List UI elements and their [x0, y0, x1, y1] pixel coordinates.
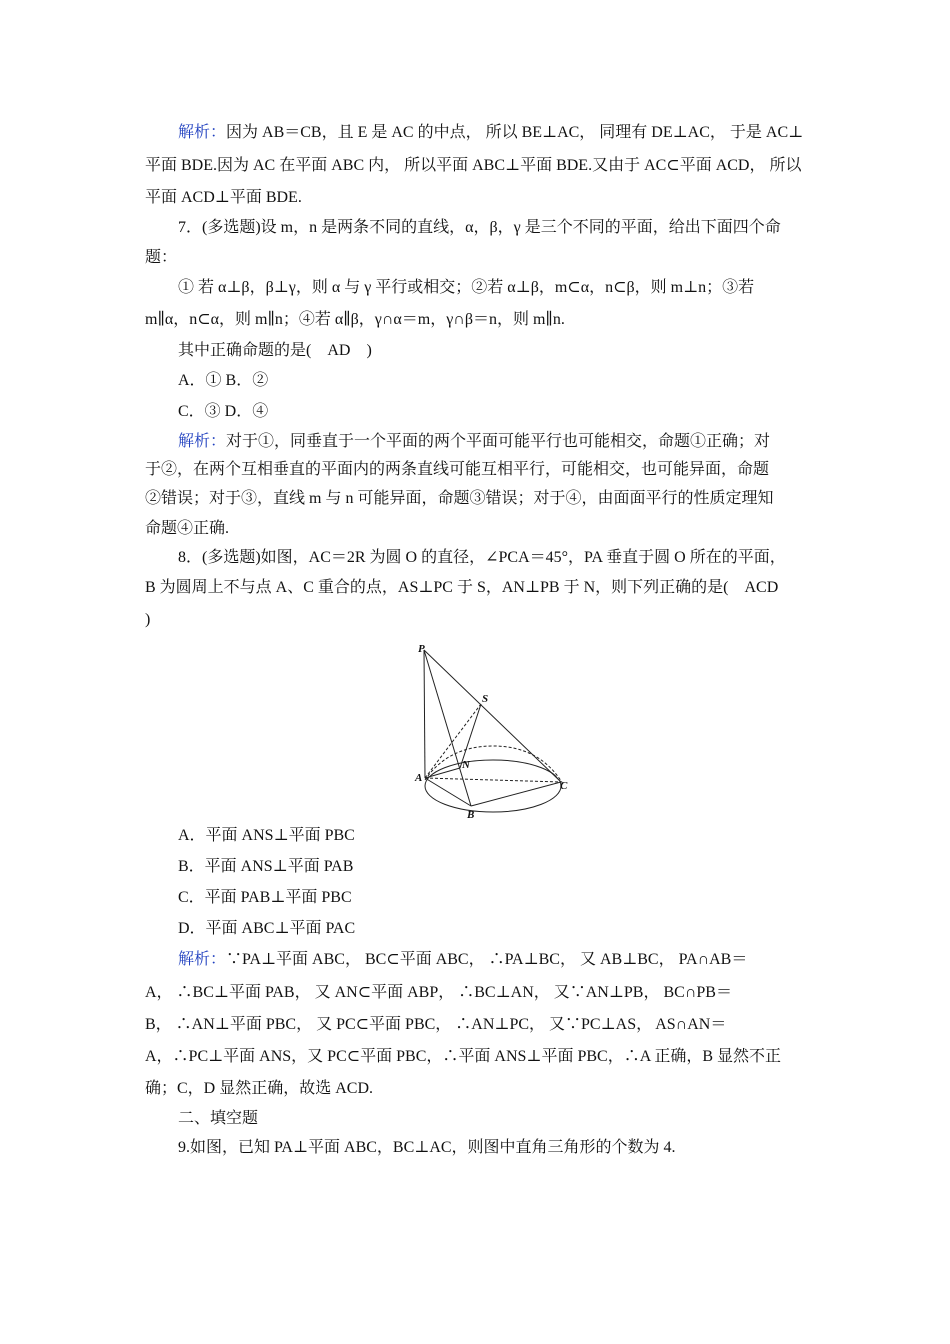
label-C: C [560, 780, 568, 792]
question-9-stem: 9.如图，已知 PA⊥平面 ABC，BC⊥AC，则图中直角三角形的个数为 4. [178, 1139, 676, 1156]
segment-BC [471, 782, 561, 806]
segment-AC [425, 778, 561, 782]
label-N: N [462, 759, 470, 771]
option-line: C．③ D．④ [178, 403, 269, 420]
text-line: B， ∴AN⊥平面 PBC， 又 PC⊂平面 PBC， ∴AN⊥PC， 又∵PC⊥AS， AS∩AN＝ [145, 1016, 727, 1033]
section-heading: 二、填空题 [178, 1110, 259, 1127]
text-line: B 为圆周上不与点 A、C 重合的点，AS⊥PC 于 S，AN⊥PB 于 N，则下列正确的是( ACD [145, 579, 779, 596]
text-line: 于②，在两个互相垂直的平面内的两条直线可能互相平行，可能相交，也可能异面，命题 [145, 461, 770, 478]
segment-PA [424, 650, 425, 778]
label-B: B [467, 809, 475, 821]
question-7-stem: 7．(多选题)设 m，n 是两条不同的直线，α，β，γ 是三个不同的平面，给出下面四个命 [178, 219, 781, 236]
question-8-stem: 8．(多选题)如图，AC＝2R 为圆 O 的直径，∠PCA＝45°，PA 垂直于圆 O 所在的平面， [178, 549, 786, 566]
segment-PB [424, 650, 471, 806]
geometry-figure [408, 638, 584, 824]
text-line: ) [145, 611, 151, 628]
answer-line: 其中正确命题的是( AD ) [178, 342, 372, 359]
text-line: m∥α，n⊂α，则 m∥n；④若 α∥β，γ∩α＝m，γ∩β＝n，则 m∥n. [145, 311, 565, 328]
label-A: A [415, 772, 423, 784]
text-line: 平面 ACD⊥平面 BDE. [145, 189, 302, 206]
text-line: 解析：∵PA⊥平面 ABC， BC⊂平面 ABC， ∴PA⊥BC， 又 AB⊥BC， PA∩AB＝ [178, 951, 748, 968]
option-line: B．平面 ANS⊥平面 PAB [178, 858, 354, 875]
segment-PC [424, 650, 561, 782]
text-line: 解析：因为 AB＝CB，且 E 是 AC 的中点， 所以 BE⊥AC， 同理有 DE⊥AC， 于是 AC⊥ [178, 124, 804, 141]
base-circle [425, 760, 561, 812]
text-line: 题： [145, 249, 178, 266]
text-line: 平面 BDE.因为 AC 在平面 ABC 内， 所以平面 ABC⊥平面 BDE.又由于 AC⊂平面 ACD， 所以 [145, 157, 802, 174]
option-line: C．平面 PAB⊥平面 PBC [178, 889, 352, 906]
text-line: 命题④正确. [145, 520, 230, 537]
label-S: S [482, 693, 489, 705]
text-line: ① 若 α⊥β，β⊥γ，则 α 与 γ 平行或相交；②若 α⊥β，m⊂α，n⊂β，则 m⊥n；③若 [178, 279, 755, 296]
text-line: 确；C，D 显然正确，故选 ACD. [145, 1080, 374, 1097]
text-line: A， ∴BC⊥平面 PAB， 又 AN⊂平面 ABP， ∴BC⊥AN， 又∵AN⊥PB， BC∩PB＝ [145, 984, 732, 1001]
text-line: 解析：对于①，同垂直于一个平面的两个平面可能平行也可能相交，命题①正确；对 [178, 433, 771, 450]
text-line: A，∴PC⊥平面 ANS，又 PC⊂平面 PBC，∴平面 ANS⊥平面 PBC，∴A 正确，B 显然不正 [145, 1048, 782, 1065]
option-line: A．平面 ANS⊥平面 PBC [178, 827, 355, 844]
label-P: P [418, 643, 425, 655]
option-line: D．平面 ABC⊥平面 PAC [178, 920, 356, 937]
text-line: ②错误；对于③，直线 m 与 n 可能异面，命题③错误；对于④，由面面平行的性质定理知 [145, 490, 774, 507]
option-line: A．① B．② [178, 372, 269, 389]
segment-AS [425, 704, 481, 778]
